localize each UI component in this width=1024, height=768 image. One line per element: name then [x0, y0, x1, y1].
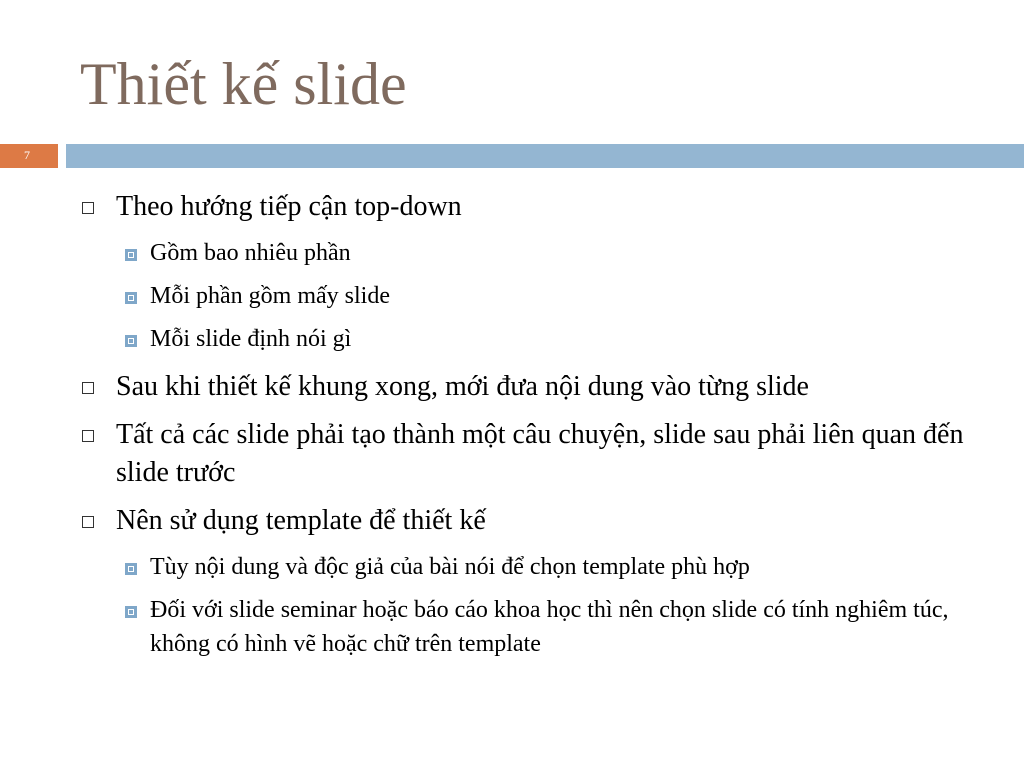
sub-bullet-text: Tùy nội dung và độc giả của bài nói để chọn template phù hợp [150, 554, 750, 580]
bullet-text: Nên sử dụng template để thiết kế [116, 505, 486, 536]
square-bullet-icon [82, 430, 94, 442]
square-bullet-icon [82, 382, 94, 394]
bullet-item [82, 416, 982, 492]
sub-bullet-text: Mỗi phần gồm mấy slide [150, 283, 390, 309]
bullet-list [82, 188, 982, 670]
square-bullet-icon [82, 516, 94, 528]
bullet-item [82, 188, 982, 226]
filled-square-bullet-icon [125, 606, 137, 618]
sub-bullet-item [82, 279, 982, 313]
bullet-text: Sau khi thiết kế khung xong, mới đưa nội dung vào từng slide [116, 371, 809, 402]
filled-square-bullet-icon [125, 563, 137, 575]
slide-number: 7 [24, 148, 30, 162]
bullet-item [82, 368, 982, 406]
bullet-item [82, 502, 982, 540]
square-bullet-icon [82, 202, 94, 214]
filled-square-bullet-icon [125, 335, 137, 347]
sub-bullet-item [82, 322, 982, 356]
slide-title: Thiết kế slide [80, 51, 407, 117]
sub-bullet-text: Gồm bao nhiêu phần [150, 240, 351, 266]
sub-bullet-text: Đối với slide seminar hoặc báo cáo khoa học thì nên chọn slide có tính nghiêm túc, không có hình vẽ hoặc chữ trên template [150, 597, 949, 657]
sub-bullet-text: Mỗi slide định nói gì [150, 326, 352, 352]
bullet-text: Tất cả các slide phải tạo thành một câu chuyện, slide sau phải liên quan đến slide trước [116, 419, 964, 488]
sub-bullet-item [82, 593, 982, 661]
bullet-text: Theo hướng tiếp cận top-down [116, 191, 462, 222]
sub-bullet-item [82, 550, 982, 584]
filled-square-bullet-icon [125, 292, 137, 304]
filled-square-bullet-icon [125, 249, 137, 261]
sub-bullet-item [82, 236, 982, 270]
header-bar [66, 144, 1024, 168]
